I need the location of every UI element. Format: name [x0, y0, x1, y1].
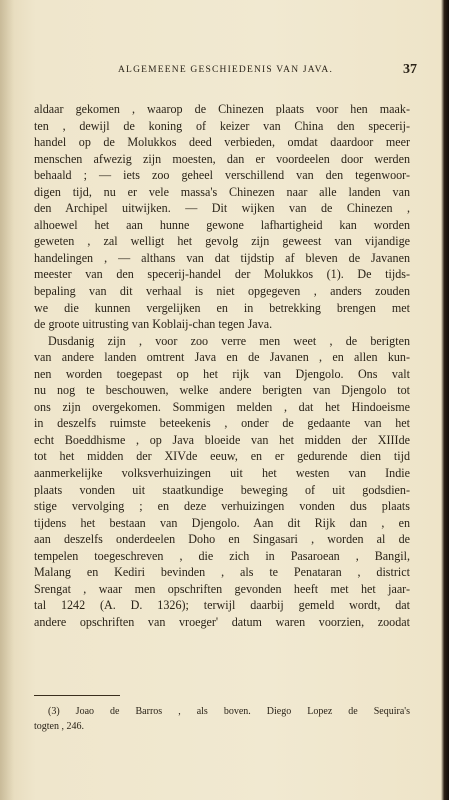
paragraph-start-line: Dusdanig zijn , voor zoo verre men weet , de berigten — [48, 333, 410, 348]
text-line: andere opschriften van vroeger' datum waren voorzien, zoodat — [34, 614, 410, 629]
text-line: stige vervolging ; en deze verhuizingen vonden dus plaats — [34, 499, 410, 514]
running-title: ALGEMEENE GESCHIEDENIS VAN JAVA. — [118, 65, 334, 75]
text-line: echt Boeddhisme , op Java bloeide van het midden der XIIIde — [34, 432, 410, 447]
text-line: digen tijd, nu er vele massa's Chinezen naar alle landen van — [34, 184, 410, 199]
footnote-line: (3) Joao de Barros , als boven. Diego Lopez de Sequira's — [48, 706, 410, 717]
main-text — [34, 101, 410, 631]
text-line: tempelen toegeschreven , die zich in Pasaroean , Bangil, — [34, 548, 410, 563]
running-header — [100, 62, 420, 78]
text-line: handelingen , — althans van dat tijdstip af bleven de Javanen — [34, 250, 410, 265]
text-line: van andere landen omtrent Java en de Javanen , en allen kun- — [34, 350, 410, 365]
text-line: behaald ; — iets zoo geheel verschillend van den tegenwoor- — [34, 168, 410, 183]
text-line: bepaling van dit verhaal is niet opgegeven , anders zouden — [34, 284, 410, 299]
text-line: tal 1242 (A. D. 1326); terwijl daarbij gemeld wordt, dat — [34, 598, 410, 613]
text-line: Srengat , waar men opschriften gevonden heeft met het jaar- — [34, 581, 410, 596]
text-line: plaats vonden uit staatkundige beweging of uit godsdien- — [34, 482, 410, 497]
text-line: ons zijn overgekomen. Sommigen melden , dat het Hindoeisme — [34, 399, 410, 414]
page-number: 37 — [403, 62, 417, 77]
text-line: we die kunnen vergelijken en in betrekking brengen met — [34, 300, 410, 315]
footnote-divider — [34, 695, 120, 696]
text-line: aanmerkelijke volksverhuizingen uit het westen van Indie — [34, 466, 410, 481]
text-line: aldaar gekomen , waarop de Chinezen plaats voor hen maak- — [34, 102, 410, 116]
text-line: ten , dewijl de koning of keizer van China den specerij- — [34, 118, 410, 133]
footnote-line: togten , 246. — [34, 721, 84, 732]
text-line: den Archipel uitwijken. — Dit wijken van de Chinezen , — [34, 201, 410, 216]
page-edge — [441, 0, 449, 800]
gutter-shadow — [0, 0, 14, 800]
text-line: Malang en Kediri bevinden , als te Penataran , district — [34, 565, 410, 580]
text-line: meester van den specerij-handel der Molukkos (1). De tijds- — [34, 267, 410, 282]
text-line: aan deszelfs onderdeelen Doho en Singasari , worden al de — [34, 532, 410, 547]
footnotes — [34, 704, 410, 734]
text-line: tijdens het bestaan van Djengolo. Aan dit Rijk dan , en — [34, 515, 410, 530]
text-line: menschen afwezig zijn moesten, dan er voordeelen door werden — [34, 151, 410, 166]
text-line: alhoewel het aan hunne gewone lafhartigheid kan worden — [34, 217, 410, 232]
text-line: in deszelfs ruimste beteekenis , onder de gedaante van het — [34, 416, 410, 431]
text-line: tot het midden der XIVde eeuw, en er gedurende dien tijd — [34, 449, 410, 464]
text-line: handel op de Molukkos deed verbieden, omdat daardoor meer — [34, 135, 410, 150]
text-line: nen worden toegepast op het rijk van Djengolo. Ons valt — [34, 366, 410, 381]
text-line: geweten , zal welligt het gevolg zijn geweest van vijandige — [34, 234, 410, 249]
text-line: nu nog te beschouwen, welke andere berigten van Djengolo tot — [34, 383, 410, 398]
text-line: de groote uitrusting van Koblaij-chan tegen Java. — [34, 317, 273, 332]
